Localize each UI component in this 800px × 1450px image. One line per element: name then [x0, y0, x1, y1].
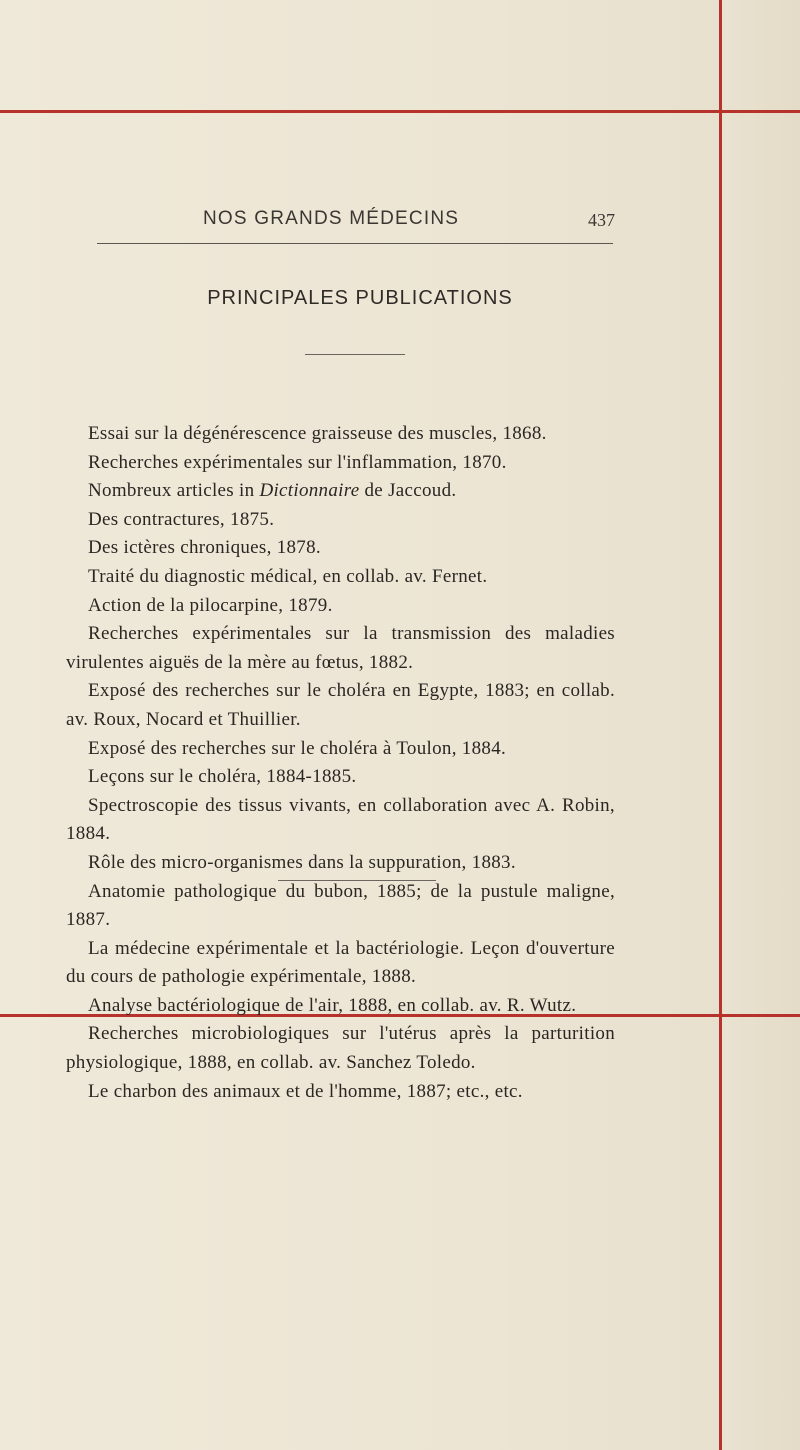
- end-divider: [278, 880, 436, 881]
- header-rule: [97, 243, 613, 244]
- publication-entry: La médecine expérimentale et la bactériologie. Leçon d'ouverture du cours de pathologie expérimentale, 1888.: [66, 937, 615, 988]
- entry-italic-title: Dictionnaire: [259, 480, 360, 502]
- publication-entry: [66, 477, 615, 506]
- publication-entry: Exposé des recherches sur le choléra à Toulon, 1884.: [88, 737, 507, 759]
- publication-entry: Action de la pilocarpine, 1879.: [88, 594, 333, 616]
- top-red-rule: [0, 110, 800, 113]
- entry-text: de Jaccoud.: [359, 480, 457, 502]
- publication-list: [66, 420, 615, 1106]
- publication-entry: Traité du diagnostic médical, en collab. av. Fernet.: [88, 565, 488, 587]
- publication-entry: Essai sur la dégénérescence graisseuse des muscles, 1868.: [88, 423, 547, 444]
- publication-entry: Des contractures, 1875.: [88, 508, 275, 530]
- publication-entry: Recherches expérimentales sur l'inflammation, 1870.: [88, 451, 507, 473]
- publication-entry: Exposé des recherches sur le choléra en Egypte, 1883; en collab. av. Roux, Nocard et Thuillier.: [66, 680, 615, 730]
- publication-entry: Le charbon des animaux et de l'homme, 1887; etc., etc.: [88, 1080, 523, 1102]
- book-edge: [722, 0, 800, 1450]
- publication-entry: Des ictères chroniques, 1878.: [88, 537, 321, 559]
- vertical-red-rule: [719, 0, 722, 1450]
- title-divider: [305, 354, 405, 355]
- publication-entry: Recherches expérimentales sur la transmission des maladies virulentes aiguës de la mère au fœtus, 1882.: [66, 623, 615, 673]
- publication-entry: Rôle des micro-organismes dans la suppuration, 1883.: [88, 851, 516, 873]
- page-header: [95, 208, 615, 238]
- running-title: NOS GRANDS MÉDECINS: [203, 208, 460, 229]
- page-number: 437: [588, 210, 615, 230]
- publication-entry: Recherches microbiologiques sur l'utérus après la parturition physiologique, 1888, en collab. av. Sanchez Toledo.: [66, 1023, 615, 1074]
- entry-text: Nombreux articles in: [88, 480, 260, 502]
- publication-entry: Spectroscopie des tissus vivants, en collaboration avec A. Robin, 1884.: [66, 794, 615, 845]
- section-title: PRINCIPALES PUBLICATIONS: [207, 287, 513, 309]
- publication-entry: Leçons sur le choléra, 1884-1885.: [88, 766, 357, 788]
- publication-entry: Analyse bactériologique de l'air, 1888, en collab. av. R. Wutz.: [88, 994, 577, 1016]
- publication-entry: Anatomie pathologique du bubon, 1885; de la pustule maligne, 1887.: [66, 880, 615, 931]
